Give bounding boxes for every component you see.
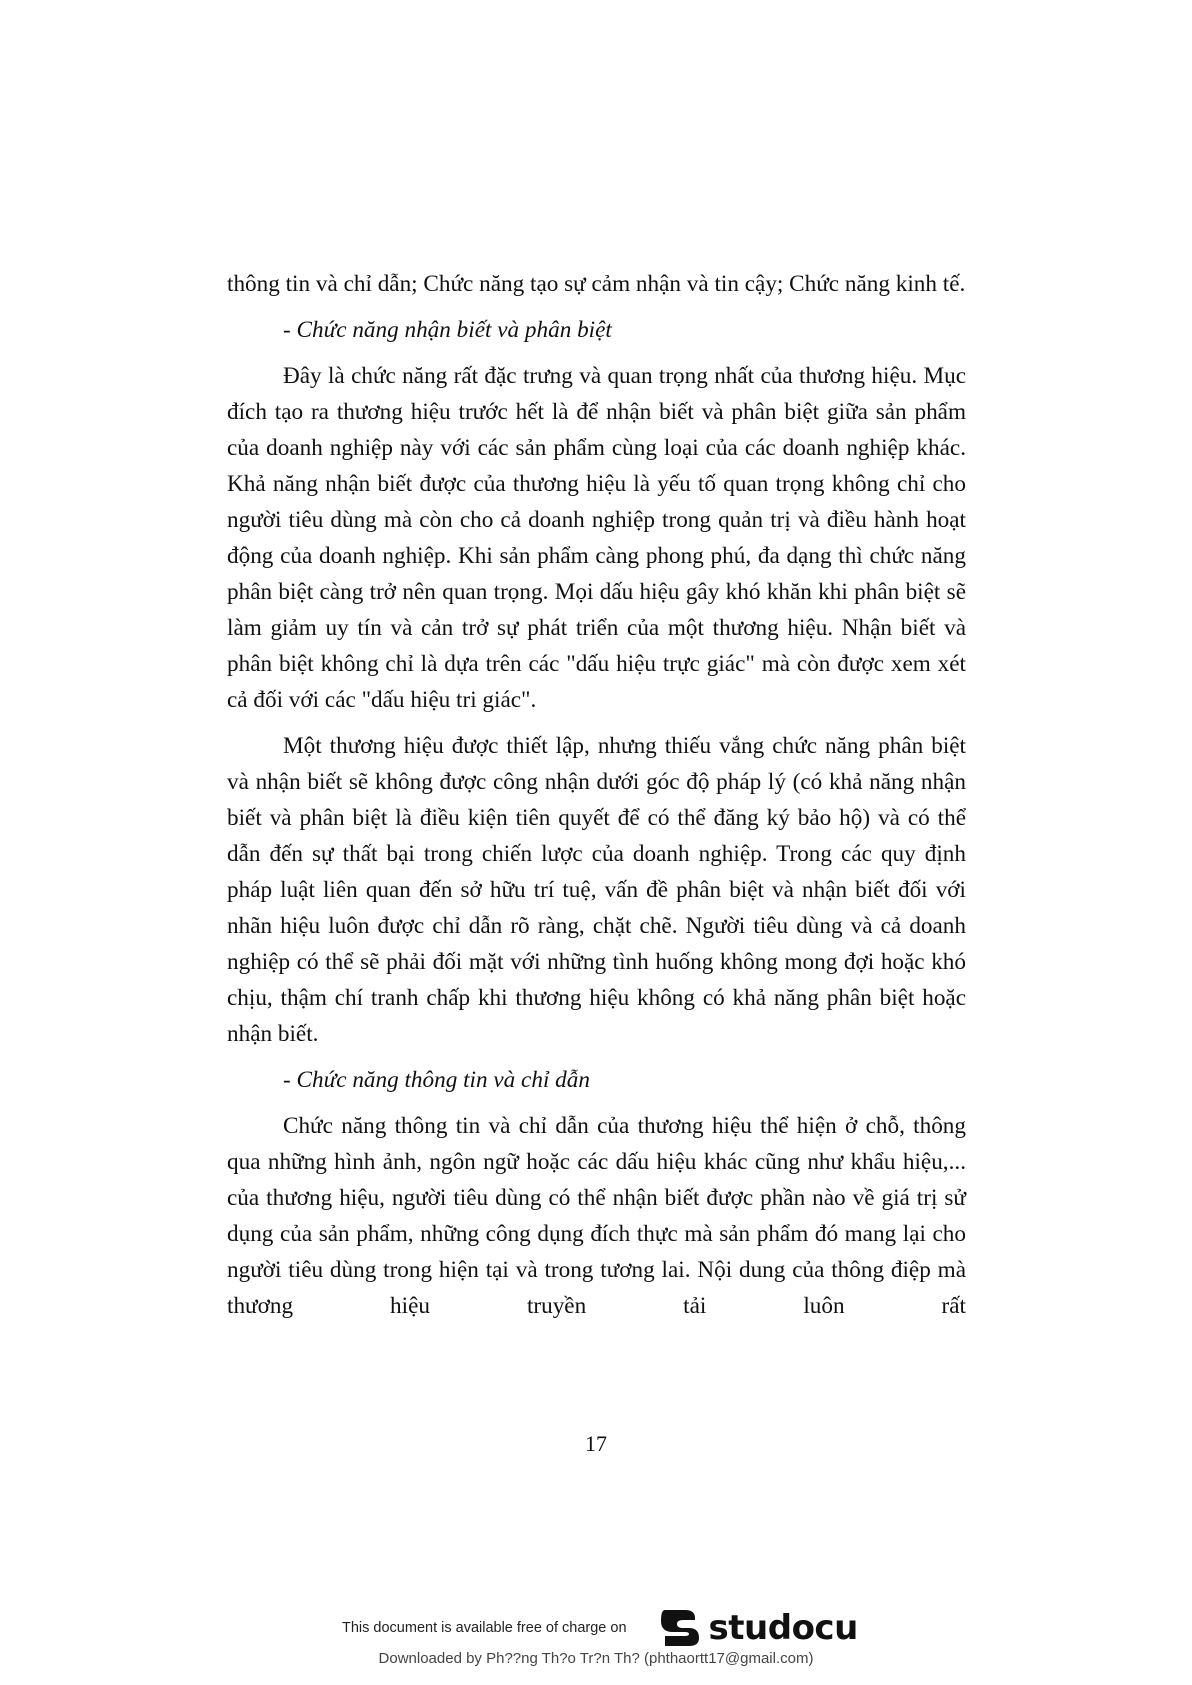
page-number: 17 — [585, 1431, 607, 1456]
download-attribution: Downloaded by Ph??ng Th?o Tr?n Th? (phthaortt17@gmail.com) — [378, 1650, 814, 1667]
section-heading-information: - Chức năng thông tin và chỉ dẫn — [283, 1067, 590, 1093]
paragraph-continuation: thông tin và chỉ dẫn; Chức năng tạo sự cảm nhận và tin cậy; Chức năng kinh tế. — [227, 271, 966, 297]
paragraph-recognition-1: Đây là chức năng rất đặc trưng và quan trọng nhất của thương hiệu. Mục đích tạo ra thương hiệu trước hết là để nhận biết và phân biệt giữa sản phẩm của doanh nghiệp này với các sản phẩm cùng loại của các doanh nghiệp khác. Khả năng nhận biết được của thương hiệu là yếu tố quan trọng không chỉ cho người tiêu dùng mà còn cho cả doanh nghiệp trong quản trị và điều hành hoạt động của doanh nghiệp. Khi sản phẩm càng phong phú, đa dạng thì chức năng phân biệt càng trở nên quan trọng. Mọi dấu hiệu gây khó khăn khi phân biệt sẽ làm giảm uy tín và cản trở sự phát triển của một thương hiệu. Nhận biết và phân biệt không chỉ là dựa trên các "dấu hiệu trực giác" mà còn được xem xét cả đối với các "dấu hiệu tri giác". — [227, 363, 966, 713]
paragraph-information-1: Chức năng thông tin và chỉ dẫn của thương hiệu thể hiện ở chỗ, thông qua những hình ảnh, ngôn ngữ hoặc các dấu hiệu khác cũng như khẩu hiệu,... của thương hiệu, người tiêu dùng có thể nhận biết được phần nào về giá trị sử dụng của sản phẩm, những công dụng đích thực mà sản phẩm đó mang lại cho người tiêu dùng trong hiện tại và trong tương lai. Nội dung của thông điệp mà thương hiệu truyền tải luôn rất — [227, 1113, 966, 1319]
studocu-logo-icon — [655, 1604, 703, 1652]
paragraph-recognition-2: Một thương hiệu được thiết lập, nhưng thiếu vắng chức năng phân biệt và nhận biết sẽ không được công nhận dưới góc độ pháp lý (có khả năng nhận biết và phân biệt là điều kiện tiên quyết để có thể đăng ký bảo hộ) và có thể dẫn đến sự thất bại trong chiến lược của doanh nghiệp. Trong các quy định pháp luật liên quan đến sở hữu trí tuệ, vấn đề phân biệt và nhận biết đối với nhãn hiệu luôn được chỉ dẫn rõ ràng, chặt chẽ. Người tiêu dùng và cả doanh nghiệp có thể sẽ phải đối mặt với những tình huống không mong đợi hoặc khó chịu, thậm chí tranh chấp khi thương hiệu không có khả năng phân biệt hoặc nhận biết. — [227, 733, 966, 1047]
section-heading-recognition: - Chức năng nhận biết và phân biệt — [283, 317, 612, 343]
page-body — [227, 266, 966, 1324]
availability-note: This document is available free of charge on — [342, 1620, 627, 1636]
studocu-logo-text[interactable]: studocu — [708, 1608, 858, 1648]
studocu-footer — [342, 1603, 858, 1653]
